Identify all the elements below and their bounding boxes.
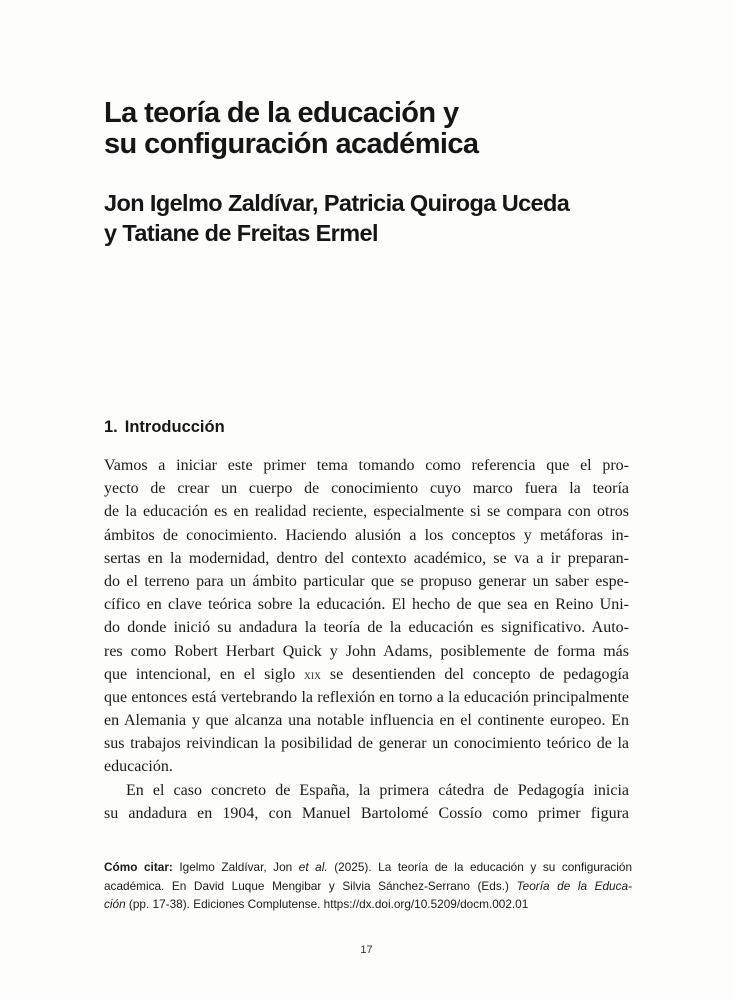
citation-line [104,858,632,877]
body-line: educación. [104,758,173,776]
citation-note [104,858,632,914]
citation-text: (2025). La teoría de la educación y su configuración [327,860,632,874]
body-line-part: que intencional, en el siglo [104,665,305,683]
body-line: do el terreno para un ámbito particular que se propuso generar un saber espe- [104,572,629,590]
body-line: su andadura en 1904, con Manuel Bartolomé Cossío como primer figura [104,804,629,822]
body-line: yecto de crear un cuerpo de conocimiento cuyo marco fuera la teoría [104,480,629,498]
section-title: Introducción [124,418,225,436]
body-line: sus trabajos reivindican la posibilidad de generar un conocimiento teórico de la [104,735,629,753]
citation-book-title: Teoría de la Educa- [516,878,632,893]
section-heading [104,416,225,438]
body-line: que entonces está vertebrando la reflexión en torno a la educación principalmente [104,688,629,706]
body-line: Vamos a iniciar este primer tema tomando como referencia que el pro- [104,457,629,474]
citation-book-title: ción [104,897,126,911]
body-line: sertas en la modernidad, dentro del contexto académico, se va a ir preparan- [104,549,629,567]
body-text [104,454,629,825]
body-line: res como Robert Herbart Quick y John Adams, posiblemente de forma más [104,642,629,660]
body-line [104,663,629,686]
body-line-part: se desentienden del concepto de pedagogía [321,665,629,683]
citation-text: académica. En David Luque Mengibar y Silvia Sánchez-Serrano (Eds.) [104,878,517,893]
body-line: cífico en clave teórica sobre la educación. El hecho de que sea en Reino Uni- [104,596,629,614]
body-line: En el caso concreto de España, la primera cátedra de Pedagogía inicia [126,781,629,799]
authors-line: y Tatiane de Freitas Ermel [104,220,378,246]
chapter-title-line: La teoría de la educación y [104,97,459,129]
citation-etal: et al. [298,860,328,874]
citation-label: Cómo citar: [104,860,173,874]
section-number: 1. [104,418,118,436]
body-line: en Alemania y que alcanza una notable influencia en el continente europeo. En [104,712,629,730]
body-line: de la educación es en realidad reciente, especialmente si se compara con otros [104,503,629,521]
body-line: ámbitos de conocimiento. Haciendo alusión a los conceptos y metáforas in- [104,526,629,544]
chapter-authors [104,188,684,248]
citation-line [104,877,632,896]
authors-line: Jon Igelmo Zaldívar, Patricia Quiroga Uceda [104,190,570,216]
citation-text: Igelmo Zaldívar, Jon [172,860,299,874]
citation-text: (pp. 17-38). Ediciones Complutense. https://dx.doi.org/10.5209/docm.002.01 [125,897,529,911]
page-number: 17 [360,944,373,956]
chapter-title [104,98,664,160]
century-numeral: xix [304,666,322,682]
body-line: do donde inició su andadura la teoría de la educación es significativo. Auto- [104,619,629,637]
citation-line [104,895,632,914]
chapter-title-line: su configuración académica [104,128,479,160]
